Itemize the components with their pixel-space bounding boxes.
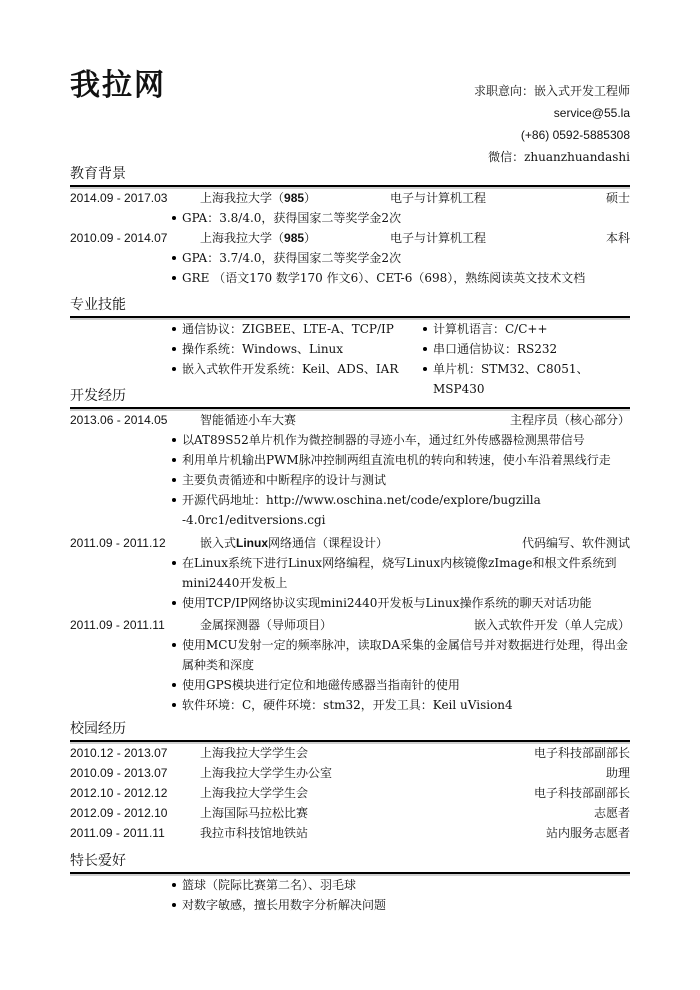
list-item: 单片机：STM32、C8051、MSP430 [433, 359, 623, 399]
project-name: 嵌入式Linux网络通信（课程设计） [200, 536, 389, 550]
section-title: 开发经历 [70, 388, 126, 404]
date-range: 2011.09 - 2011.12 [70, 536, 166, 550]
candidate-name: 我拉网 [70, 68, 166, 103]
list-item: 通信协议：ZIGBEE、LTE-A、TCP/IP [182, 319, 422, 339]
list-item: 使用TCP/IP网络协议实现mini2440开发板与Linux操作系统的聊天对话功能 [182, 593, 630, 613]
project-entry [70, 615, 630, 635]
organization: 上海我拉大学学生办公室 [200, 766, 333, 780]
date-range: 2010.09 - 2013.07 [70, 766, 168, 780]
school: 上海我拉大学（985） [200, 191, 317, 205]
list-item: 主要负责循迹和中断程序的设计与测试 [182, 470, 630, 490]
position: 站内服务志愿者 [545, 826, 630, 840]
project-name: 智能循迹小车大赛 [200, 413, 297, 427]
degree: 硕士 [605, 191, 630, 205]
school: 上海我拉大学（985） [200, 231, 317, 245]
date-range: 2011.09 - 2011.11 [70, 618, 165, 632]
degree: 本科 [605, 231, 630, 245]
date-range: 2010.12 - 2013.07 [70, 746, 168, 760]
section-title: 专业技能 [70, 297, 126, 313]
education-entry [70, 188, 630, 208]
position: 助理 [605, 766, 630, 780]
project-role: 主程序员（核心部分） [509, 413, 630, 427]
list-item: 利用单片机输出PWM脉冲控制两组直流电机的转向和转速，使小车沿着黑线行走 [182, 450, 630, 470]
organization: 上海国际马拉松比赛 [200, 806, 309, 820]
education-entry [70, 228, 630, 248]
project-entry [70, 410, 630, 430]
section-title: 校园经历 [70, 721, 126, 737]
project-entry [70, 533, 630, 553]
organization: 上海我拉大学学生会 [200, 746, 309, 760]
position: 志愿者 [593, 806, 630, 820]
list-item: 对数字敏感，擅长用数字分析解决问题 [182, 895, 630, 915]
date-range: 2012.10 - 2012.12 [70, 786, 168, 800]
wechat: 微信：zhuanzhuandashi [488, 150, 630, 164]
date-range: 2014.09 - 2017.03 [70, 191, 168, 205]
position: 电子科技部副部长 [533, 786, 630, 800]
phone: (+86) 0592-5885308 [520, 128, 630, 142]
list-item: 篮球（院际比赛第二名）、羽毛球 [182, 875, 630, 895]
campus-entry [70, 743, 630, 763]
list-item: 操作系统：Windows、Linux [182, 339, 422, 359]
email[interactable]: service@55.la [553, 106, 630, 120]
source-link[interactable]: 开源代码地址：http://www.oschina.net/code/explore/bugzilla-4.0rc1/editversions.cgi [182, 490, 542, 530]
list-item: GRE （语文170 数学170 作文6）、CET-6（698），熟练阅读英文技术文档 [182, 268, 630, 288]
major: 电子与计算机工程 [390, 191, 487, 205]
job-objective: 求职意向：嵌入式开发工程师 [473, 84, 630, 98]
date-range: 2013.06 - 2014.05 [70, 413, 168, 427]
date-range: 2012.09 - 2012.10 [70, 806, 168, 820]
campus-entry [70, 803, 630, 823]
hobbies-section [70, 850, 630, 920]
list-item: GPA：3.7/4.0，获得国家二等奖学金2次 [182, 248, 630, 268]
projects-section [70, 385, 630, 715]
campus-entry [70, 783, 630, 803]
list-item: 嵌入式软件开发系统：Keil、ADS、IAR [182, 359, 422, 379]
major: 电子与计算机工程 [390, 231, 487, 245]
list-item: 串口通信协议：RS232 [433, 339, 623, 359]
list-item: 计算机语言：C/C++ [433, 319, 623, 339]
list-item: 软件环境：C，硬件环境：stm32，开发工具：Keil uVision4 [182, 695, 630, 715]
project-name: 金属探测器（导师项目） [200, 618, 333, 632]
education-section [70, 163, 630, 288]
list-item: 使用MCU发射一定的频率脉冲，读取DA采集的金属信号并对数据进行处理，得出金属种类和深度 [182, 635, 630, 675]
date-range: 2010.09 - 2014.07 [70, 231, 168, 245]
list-item: 使用GPS模块进行定位和地磁传感器当指南针的使用 [182, 675, 630, 695]
list-item: 以AT89S52单片机作为微控制器的寻迹小车，通过红外传感器检测黑带信号 [182, 430, 630, 450]
section-title: 教育背景 [70, 166, 126, 182]
position: 电子科技部副部长 [533, 746, 630, 760]
contact-block [474, 80, 630, 168]
project-role: 嵌入式软件开发（单人完成） [473, 618, 630, 632]
list-item: GPA：3.8/4.0，获得国家二等奖学金2次 [182, 208, 630, 228]
organization: 上海我拉大学学生会 [200, 786, 309, 800]
section-title: 特长爱好 [70, 853, 126, 869]
campus-entry [70, 763, 630, 783]
campus-section [70, 718, 630, 848]
list-item: 在Linux系统下进行Linux网络编程，烧写Linux内核镜像zImage和根文件系统到mini2440开发板上 [182, 553, 630, 593]
campus-entry [70, 823, 630, 843]
organization: 我拉市科技馆地铁站 [200, 826, 309, 840]
date-range: 2011.09 - 2011.11 [70, 826, 165, 840]
project-role: 代码编写、软件测试 [521, 536, 630, 550]
